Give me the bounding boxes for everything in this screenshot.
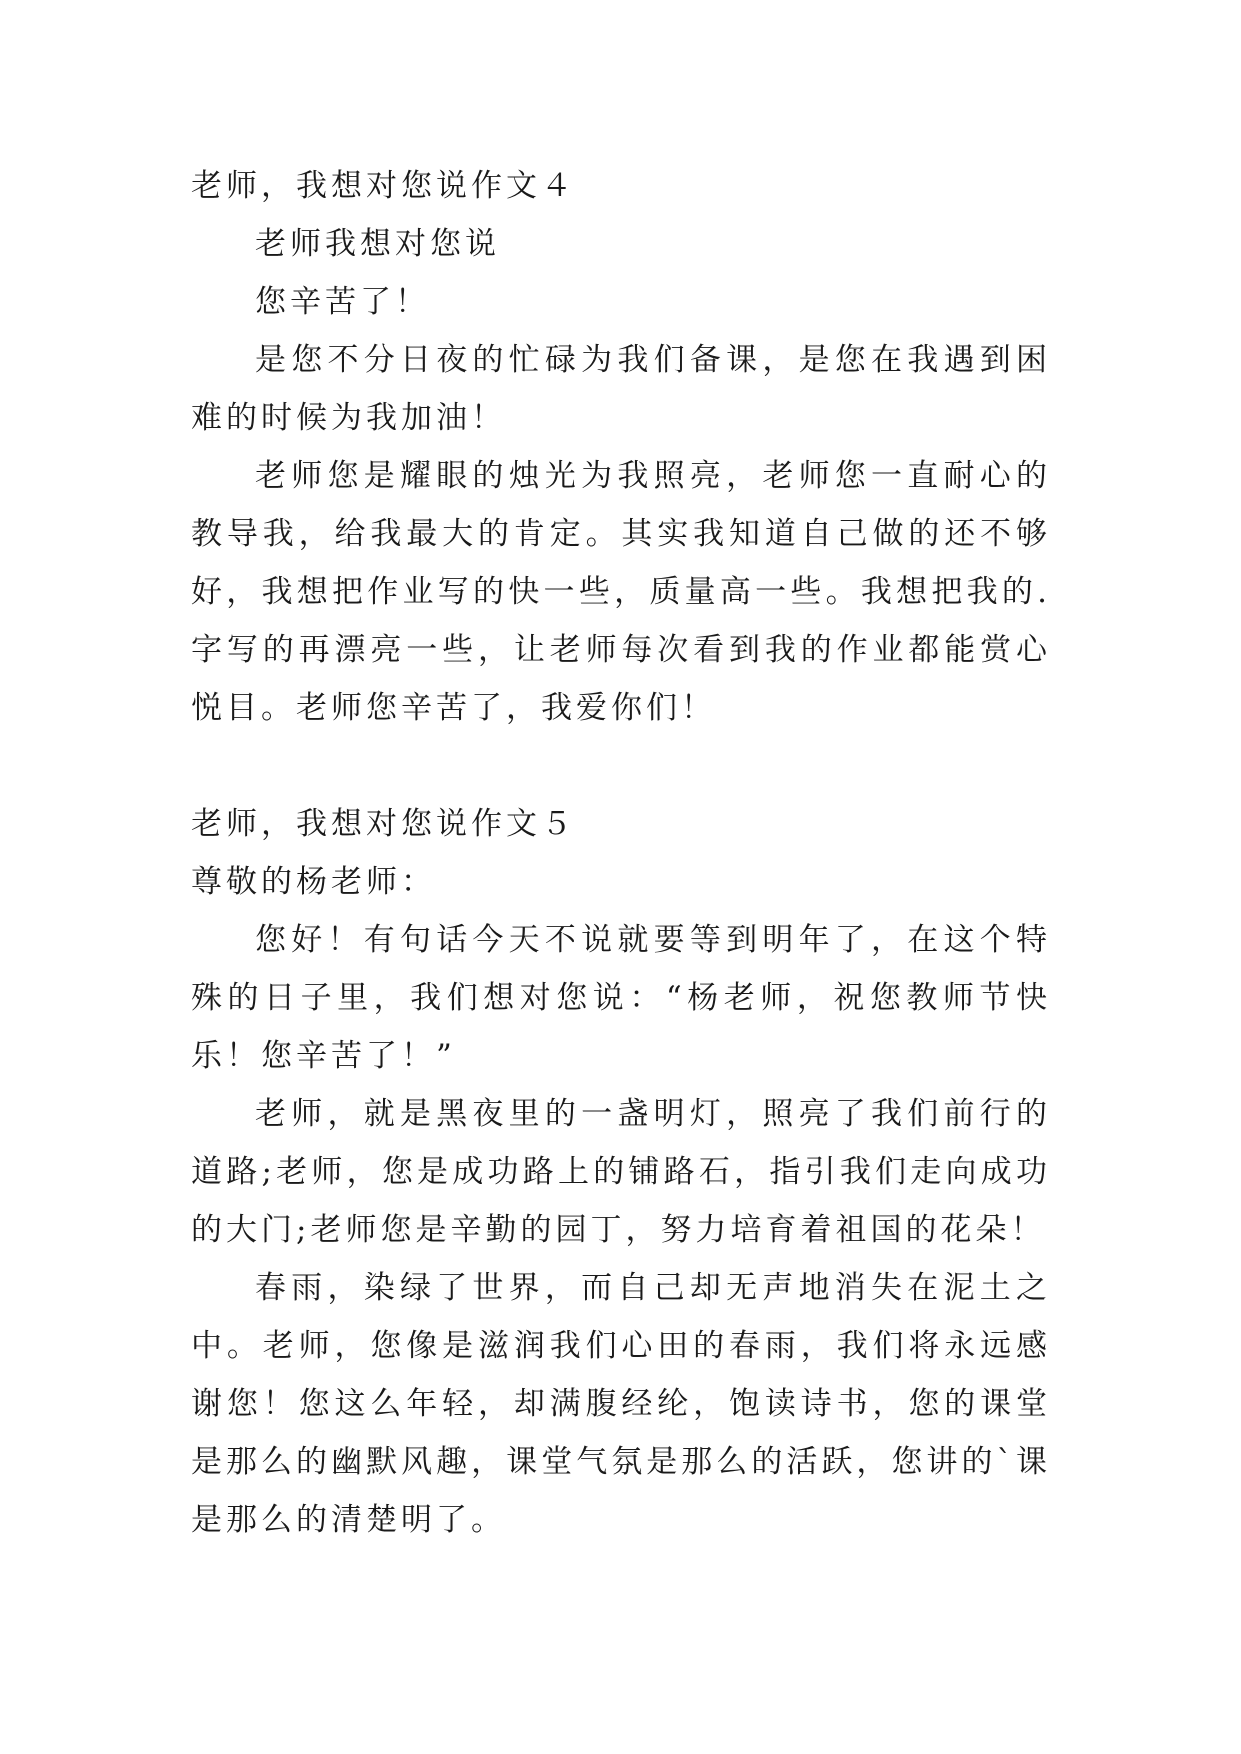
section-5-salutation: 尊敬的杨老师： [191,864,436,900]
section-5-paragraph: 春雨，染绿了世界，而自己却无声地消失在泥土之中。老师，您像是滋润我们心田的春雨，我们将永远感谢您！您这么年轻，却满腹经纶，饱读诗书，您的课堂是那么的幽默风趣，课堂气氛是那么的活跃，您讲的`课是那么的清楚明了。 [191,1270,1051,1538]
section-4-paragraph: 老师您是耀眼的烛光为我照亮，老师您一直耐心的教导我，给我最大的肯定。其实我知道自己做的还不够好，我想把作业写的快一些，质量高一些。我想把我的.字写的再漂亮一些，让老师每次看到我的作业都能赏心悦目。老师您辛苦了，我爱你们！ [191,458,1051,726]
section-spacer [191,737,1051,795]
section-5-paragraph: 您好！有句话今天不说就要等到明年了，在这个特殊的日子里，我们想对您说：“杨老师，祝您教师节快乐！您辛苦了！” [191,922,1051,1074]
document-body [191,157,1051,1549]
section-4-heading: 老师，我想对您说作文４ [191,168,576,204]
section-4-paragraph: 是您不分日夜的忙碌为我们备课，是您在我遇到困难的时候为我加油！ [191,342,1051,436]
section-4-paragraph: 老师我想对您说 [255,226,500,262]
section-4-paragraph: 您辛苦了！ [255,284,430,320]
section-5-heading: 老师，我想对您说作文５ [191,806,576,842]
section-5-paragraph: 老师，就是黑夜里的一盏明灯，照亮了我们前行的道路;老师，您是成功路上的铺路石，指引我们走向成功的大门;老师您是辛勤的园丁，努力培育着祖国的花朵！ [191,1096,1051,1248]
